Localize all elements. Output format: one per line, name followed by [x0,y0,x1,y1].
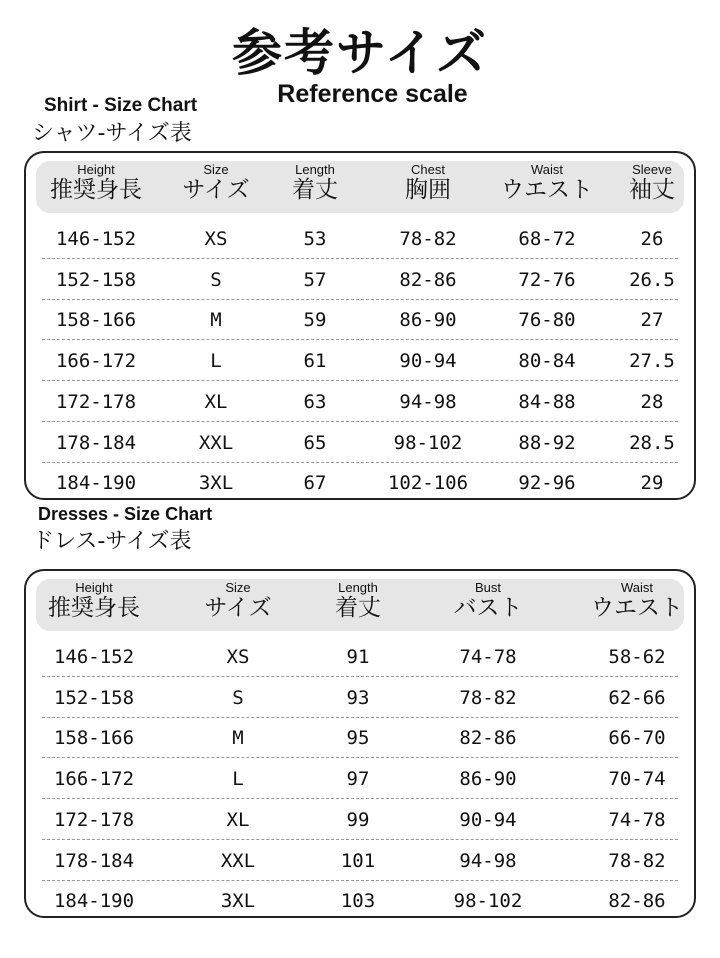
table-cell: 152-158 [53,686,135,709]
page-subtitle: Reference scale [277,80,468,108]
table-cell: 65 [303,431,327,454]
table-cell: 82-86 [608,890,666,913]
table-cell: 74-78 [608,808,666,831]
table-cell: 68-72 [518,228,576,250]
table-row [42,300,678,340]
header-label-jp: 推奨身長 [48,595,140,621]
header-label-en: Length [295,162,335,177]
table-cell: L [210,350,222,373]
table-cell: 3XL [220,890,256,913]
header-label-jp: バスト [453,595,523,621]
table-cell: 76-80 [518,309,576,332]
table-row [42,881,678,921]
header-label-en: Length [338,580,378,595]
table-cell: 80-84 [518,350,576,373]
table-cell: 178-184 [55,431,137,454]
table-cell: 172-178 [55,390,137,413]
table-cell: 99 [346,808,370,831]
table-cell: 67 [303,472,327,495]
table-cell: 27.5 [629,350,675,373]
table-cell: 62-66 [608,686,666,709]
table-cell: 28.5 [629,431,675,454]
table-cell: 82-86 [399,268,457,291]
table-cell: 88-92 [518,431,576,454]
table-cell: S [210,268,222,291]
table-row [42,463,678,503]
header-label-jp: サイズ [182,177,250,203]
table-row [42,759,678,799]
table-cell: 53 [303,228,327,250]
dress-size-table [24,569,696,918]
table-cell: 70-74 [608,768,666,791]
dress-header-waist [582,581,692,621]
shirt-header-size [171,163,261,203]
shirt-size-table [24,151,696,500]
table-cell: 26 [640,228,664,250]
table-cell: 27 [640,309,664,332]
table-cell: 94-98 [459,849,517,872]
table-cell: 166-172 [55,350,137,373]
table-cell: 102-106 [387,472,469,495]
header-label-en: Chest [411,162,445,177]
table-cell: 84-88 [518,390,576,413]
shirt-header-waist [492,163,602,203]
table-cell: 72-76 [518,268,576,291]
table-cell: L [232,768,244,791]
header-label-en: Waist [620,580,654,595]
dress-header-size [193,581,283,621]
table-cell: 166-172 [53,768,135,791]
table-cell: 103 [340,890,376,913]
table-cell: 184-190 [53,890,135,913]
shirt-header-length [280,163,350,203]
table-row [42,341,678,381]
shirt-header-sleeve [617,163,687,203]
table-cell: 98-102 [453,890,523,913]
table-cell: 28 [640,390,664,413]
header-label-jp: 袖丈 [629,177,675,203]
shirt-header-chest [373,163,483,203]
table-row [42,219,678,259]
table-cell: 95 [346,727,370,750]
table-cell: 78-82 [399,228,457,250]
table-cell: 78-82 [459,686,517,709]
table-cell: XL [226,808,250,831]
table-cell: XS [204,228,228,250]
table-cell: 57 [303,268,327,291]
shirt-chart-label-jp: シャツ-サイズ表 [32,121,192,146]
table-cell: 90-94 [459,808,517,831]
table-row [42,718,678,758]
header-label-jp: 着丈 [335,595,381,621]
table-cell: 146-152 [53,646,135,668]
header-label-jp: 着丈 [292,177,338,203]
table-row [42,637,678,677]
table-cell: XXL [220,849,256,872]
table-cell: 152-158 [55,268,137,291]
dress-header-bust [433,581,543,621]
shirt-chart-label: Shirt - Size Chart [44,95,198,116]
table-cell: 97 [346,768,370,791]
table-cell: 98-102 [393,431,463,454]
header-label-jp: サイズ [204,595,272,621]
table-cell: 146-152 [55,228,137,250]
header-label-en: Height [75,580,113,595]
table-row [42,382,678,422]
table-cell: 172-178 [53,808,135,831]
header-label-en: Height [77,162,115,177]
table-cell: 101 [340,849,376,872]
table-cell: 82-86 [459,727,517,750]
header-label-en: Bust [474,580,501,595]
dress-chart-label-jp: ドレス-サイズ表 [32,529,192,554]
header-label-jp: ウエスト [501,177,593,203]
shirt-header-height [41,163,151,203]
table-cell: 91 [346,646,370,668]
table-cell: 29 [640,472,664,495]
table-cell: 66-70 [608,727,666,750]
table-cell: 90-94 [399,350,457,373]
header-label-en: Size [203,162,229,177]
table-cell: 158-166 [53,727,135,750]
table-cell: 86-90 [399,309,457,332]
table-cell: S [232,686,244,709]
table-cell: 93 [346,686,370,709]
header-label-jp: 推奨身長 [50,177,142,203]
header-label-jp: 胸囲 [405,177,451,203]
table-cell: 92-96 [518,472,576,495]
table-row [42,260,678,300]
dress-header-length [318,581,398,621]
table-cell: XXL [198,431,234,454]
table-row [42,841,678,881]
table-cell: 78-82 [608,849,666,872]
table-cell: 158-166 [55,309,137,332]
dress-header-height [39,581,149,621]
table-cell: XS [226,646,250,668]
table-cell: 178-184 [53,849,135,872]
table-row [42,423,678,463]
table-cell: M [232,727,244,750]
dress-chart-label: Dresses - Size Chart [38,504,213,524]
table-cell: 58-62 [608,646,666,668]
header-label-jp: ウエスト [591,595,683,621]
table-row [42,678,678,718]
table-cell: M [210,309,222,332]
table-cell: 61 [303,350,327,373]
table-cell: XL [204,390,228,413]
header-label-en: Waist [530,162,564,177]
table-cell: 26.5 [629,268,675,291]
table-cell: 63 [303,390,327,413]
table-row [42,800,678,840]
page-title: 参考サイズ [232,24,488,82]
table-cell: 59 [303,309,327,332]
header-label-en: Size [225,580,251,595]
table-cell: 3XL [198,472,234,495]
table-cell: 184-190 [55,472,137,495]
table-cell: 94-98 [399,390,457,413]
table-cell: 74-78 [459,646,517,668]
header-label-en: Sleeve [632,162,672,177]
table-cell: 86-90 [459,768,517,791]
